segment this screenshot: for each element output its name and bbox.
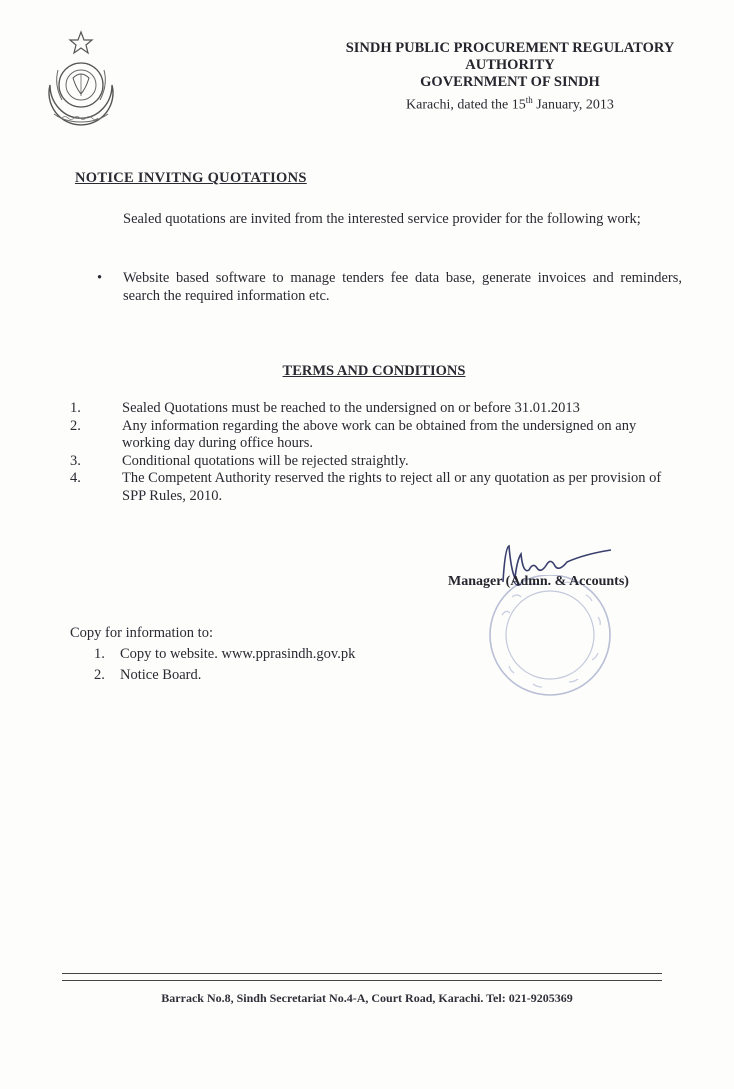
term-item xyxy=(70,470,670,505)
copy-title: Copy for information to: xyxy=(70,625,213,641)
footer-address: Barrack No.8, Sindh Secretariat No.4-A, Court Road, Karachi. Tel: 021-9205369 xyxy=(161,991,573,1005)
sindh-emblem-icon xyxy=(40,30,122,130)
term-number: 1. xyxy=(70,400,81,416)
org-name-line2: AUTHORITY xyxy=(465,57,555,73)
term-text: Conditional quotations will be rejected straightly. xyxy=(122,452,409,469)
work-description: Website based software to manage tenders fee data base, generate invoices and reminders, search the required information etc. xyxy=(123,270,682,304)
term-number: 4. xyxy=(70,470,81,486)
notice-title: NOTICE INVITNG QUOTATIONS xyxy=(75,170,307,186)
term-item xyxy=(70,400,670,418)
term-text: The Competent Authority reserved the rights to reject all or any quotation as per provision of SPP Rules, 2010. xyxy=(122,470,662,504)
footer-divider xyxy=(62,973,662,981)
date-suffix-sup: th xyxy=(525,95,533,105)
term-number: 3. xyxy=(70,452,81,469)
terms-title: TERMS AND CONDITIONS xyxy=(282,363,466,379)
signatory-title: Manager (Admn. & Accounts) xyxy=(448,574,629,589)
signature-icon xyxy=(495,540,615,600)
letterhead xyxy=(300,40,720,91)
date-prefix: Karachi, dated the 15 xyxy=(406,97,526,113)
notice-intro: Sealed quotations are invited from the interested service provider for the following work; xyxy=(123,211,641,227)
term-text: Any information regarding the above work can be obtained from the undersigned on any working day during office hours. xyxy=(122,417,637,451)
government-line: GOVERNMENT OF SINDH xyxy=(420,74,600,90)
date-suffix: January, 2013 xyxy=(532,97,614,113)
copy-number: 1. xyxy=(94,646,105,662)
term-text: Sealed Quotations must be reached to the undersigned on or before 31.01.2013 xyxy=(122,400,580,416)
date-line xyxy=(300,95,720,114)
copy-text: Copy to website. www.pprasindh.gov.pk xyxy=(120,646,356,662)
term-number: 2. xyxy=(70,417,81,434)
copy-item xyxy=(94,644,355,665)
copy-list xyxy=(94,644,355,686)
copy-text: Notice Board. xyxy=(120,667,202,683)
work-bullet xyxy=(97,269,682,305)
bullet-icon: • xyxy=(97,270,103,286)
copy-number: 2. xyxy=(94,667,105,683)
copy-item xyxy=(94,665,355,686)
org-name-line1: SINDH PUBLIC PROCUREMENT REGULATORY xyxy=(345,40,675,56)
term-item xyxy=(70,453,670,471)
term-item xyxy=(70,418,670,453)
terms-list xyxy=(70,400,670,505)
